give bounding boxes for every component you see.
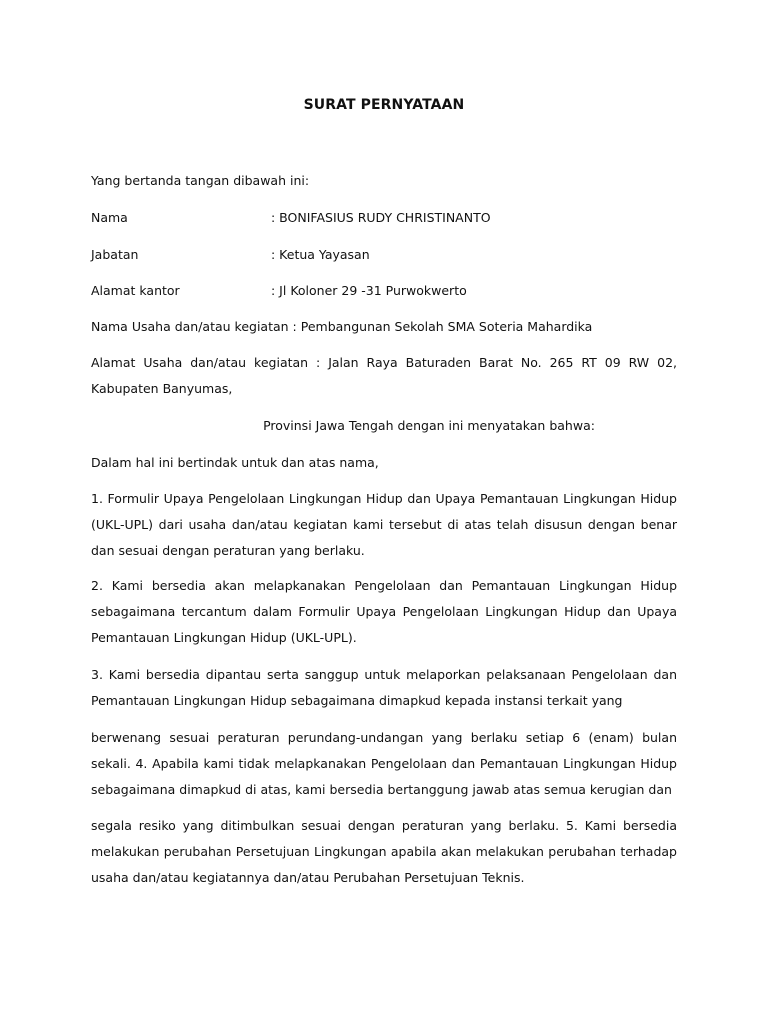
point-4-continuation-paragraph: segala resiko yang ditimbulkan sesuai dengan peraturan yang berlaku. 5. Kami bersedia melakukan perubahan Persetujuan Lingkungan apabila akan melakukan perubahan terhadap usaha dan/atau kegiatannya dan/atau Perubahan Persetujuan Teknis. [91, 818, 677, 885]
point-1-paragraph: 1. Formulir Upaya Pengelolaan Lingkungan Hidup dan Upaya Pemantauan Lingkungan Hidup (UKL-UPL) dari usaha dan/atau kegiatan kami tersebut di atas telah disusun dengan benar dan sesuai dengan peraturan yang berlaku. [91, 491, 677, 558]
alamat-kantor-label: Alamat kantor [91, 283, 180, 298]
jabatan-label: Jabatan [91, 247, 139, 262]
point-3-paragraph: 3. Kami bersedia dipantau serta sanggup untuk melaporkan pelaksanaan Pengelolaan dan Pemantauan Lingkungan Hidup sebagaimana dimapkud kepada instansi terkait yang [91, 667, 677, 708]
nama-label: Nama [91, 210, 128, 225]
nama-usaha-line: Nama Usaha dan/atau kegiatan : Pembangunan Sekolah SMA Soteria Mahardika [91, 319, 593, 334]
jabatan-value: : Ketua Yayasan [271, 247, 370, 262]
on-behalf-line: Dalam hal ini bertindak untuk dan atas nama, [91, 455, 379, 470]
alamat-usaha-paragraph: Alamat Usaha dan/atau kegiatan : Jalan Raya Baturaden Barat No. 265 RT 09 RW 02, Kabupaten Banyumas, [91, 355, 677, 396]
point-2-paragraph: 2. Kami bersedia akan melapkanakan Pengelolaan dan Pemantauan Lingkungan Hidup sebagaimana tercantum dalam Formulir Upaya Pengelolaan Lingkungan Hidup dan Upaya Pemantauan Lingkungan Hidup (UKL-UPL). [91, 578, 677, 645]
intro-text: Yang bertanda tangan dibawah ini: [91, 173, 310, 188]
document-title: SURAT PERNYATAAN [303, 97, 465, 113]
nama-value: : BONIFASIUS RUDY CHRISTINANTO [271, 210, 491, 225]
province-line: Provinsi Jawa Tengah dengan ini menyatakan bahwa: [263, 418, 595, 433]
alamat-kantor-value: : Jl Koloner 29 -31 Purwokwerto [271, 283, 467, 298]
point-3-continuation-paragraph: berwenang sesuai peraturan perundang-undangan yang berlaku setiap 6 (enam) bulan sekali. 4. Apabila kami tidak melapkanakan Pengelolaan dan Pemantauan Lingkungan Hidup sebagaimana dimapkud di atas, kami bersedia bertanggung jawab atas semua kerugian dan [91, 730, 677, 797]
